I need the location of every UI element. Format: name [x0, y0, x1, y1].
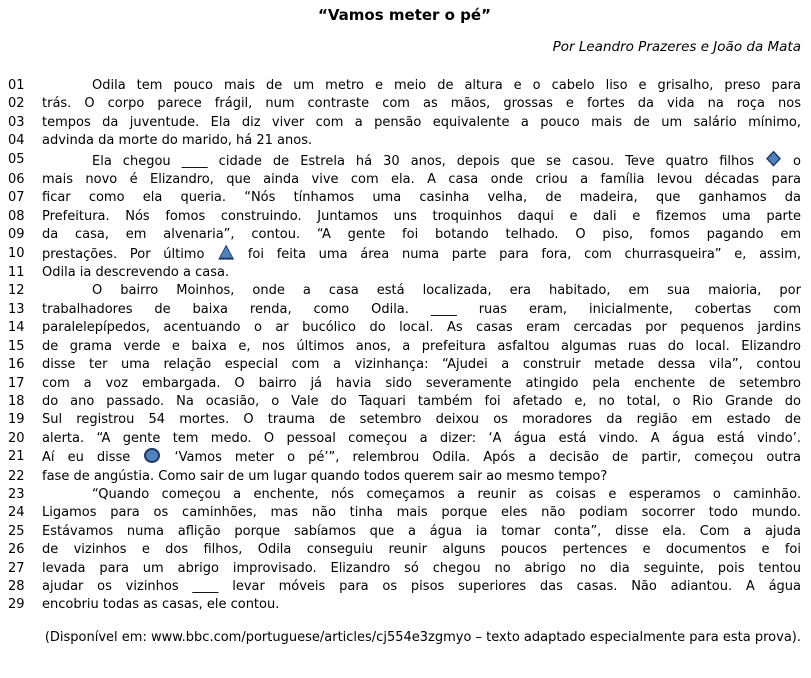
text-line: [8, 596, 801, 614]
text-line: [8, 245, 801, 264]
line-text: advinda da morte do marido, há 21 anos.: [42, 133, 313, 149]
line-text: Prefeitura. Nós fomos construindo. Juntamos uns troquinhos daqui e dali e fizemos uma parte: [42, 208, 801, 224]
article-lines: [8, 77, 801, 615]
line-text: alerta. “A gente tem medo. O pessoal começou a dizer: ‘A água está vindo. A água está vindo’.: [42, 430, 801, 446]
line-number: 22: [8, 468, 25, 484]
line-text: encobriu todas as casas, ele contou.: [42, 597, 280, 613]
text-line: [8, 523, 801, 541]
line-number: 02: [8, 96, 25, 112]
line-number: 03: [8, 114, 25, 130]
line-number: 09: [8, 227, 25, 243]
line-number: 19: [8, 412, 25, 428]
text-line: [8, 77, 801, 95]
line-number: 23: [8, 486, 25, 502]
line-text: trabalhadores de baixa renda, como Odila. ____ ruas eram, inicialmente, cobertas com: [42, 301, 801, 317]
line-number: 29: [8, 597, 25, 613]
text-line: [8, 356, 801, 374]
line-text: O bairro Moinhos, onde a casa está localizada, era habitado, em sua maioria, por: [92, 283, 801, 299]
line-text: prestações. Por último foi feita uma área numa parte para fora, com churrasqueira” e, assim,: [42, 246, 801, 262]
text-line: [8, 560, 801, 578]
line-number: 16: [8, 357, 25, 373]
text-line: [8, 208, 801, 226]
line-text: Aí eu disse ‘Vamos meter o pé’”, relembrou Odila. Após a decisão de partir, começou outra: [42, 450, 801, 466]
line-text: fase de angústia. Como sair de um lugar quando todos querem sair ao mesmo tempo?: [42, 468, 608, 484]
text-line: [8, 448, 801, 467]
line-text: trás. O corpo parece frágil, num contraste com as mãos, grossas e fortes da vida na roça nos: [42, 96, 801, 112]
line-number: 05: [8, 151, 25, 167]
line-number: 18: [8, 393, 25, 409]
line-number: 10: [8, 245, 25, 261]
page-title: “Vamos meter o pé”: [318, 6, 491, 24]
line-text: Odila tem pouco mais de um metro e meio de altura e o cabelo liso e grisalho, preso para: [92, 78, 801, 93]
line-number: 15: [8, 338, 25, 354]
line-number: 08: [8, 208, 25, 224]
line-text: mais novo é Elizandro, que ainda vive com ela. A casa onde criou a família levou décadas para: [42, 172, 801, 188]
line-text: Ligamos para os caminhões, mas não tinha mais porque eles não podiam socorrer todo mundo.: [42, 505, 801, 521]
line-text: disse ter uma relação especial com a vizinhança: “Ajudei a construir metade dessa vila”, contou: [42, 357, 801, 373]
text-line: [8, 338, 801, 356]
line-number: 07: [8, 190, 25, 206]
line-number: 11: [8, 265, 25, 281]
line-text: do ano passado. Na ocasião, o Vale do Taquari também foi afetado e, no total, o Rio Grande do: [42, 393, 801, 409]
text-line: [8, 578, 801, 596]
text-line: [8, 151, 801, 171]
line-text: ajudar os vizinhos ____ levar móveis para os pisos superiores das casas. Não adiantou. A água: [42, 578, 801, 594]
text-line: [8, 171, 801, 189]
text-line: [8, 375, 801, 393]
line-number: 24: [8, 505, 25, 521]
line-number: 20: [8, 430, 25, 446]
line-text: com a voz embargada. O bairro já havia sido severamente atingido pela enchente de setembro: [42, 375, 801, 391]
line-text: Ela chegou ____ cidade de Estrela há 30 anos, depois que se casou. Teve quatro filhos o: [42, 151, 801, 171]
text-line: [8, 468, 801, 486]
line-number: 14: [8, 320, 25, 336]
line-number: 27: [8, 560, 25, 576]
line-text: Odila ia descrevendo a casa.: [42, 265, 230, 281]
line-text: da casa, em alvenaria”, contou. “A gente foi botando telhado. O piso, fomos pagando em: [42, 227, 801, 243]
text-line: [8, 486, 801, 504]
text-line: [8, 226, 801, 244]
circle-icon: [144, 448, 160, 463]
text-line: [8, 282, 801, 300]
source-citation: (Disponível em: www.bbc.com/portuguese/articles/cj554e3zgmyo – texto adaptado especialmente para esta prova).: [44, 629, 801, 645]
line-text: tempos da juventude. Ela diz viver com a pensão equivalente a pouco mais de um salário mínimo,: [42, 114, 801, 130]
text-line: [8, 114, 801, 132]
line-text: levada para um abrigo improvisado. Elizandro só chegou no abrigo no dia seguinte, pois tentou: [42, 560, 801, 576]
text-line: [8, 301, 801, 319]
text-line: [8, 189, 801, 207]
line-number: 06: [8, 172, 25, 188]
line-number: 12: [8, 283, 25, 299]
text-line: [8, 95, 801, 113]
line-text: de grama verde e baixa e, nos últimos anos, a prefeitura asfaltou algumas ruas do local. Elizandro: [42, 338, 801, 354]
line-number: 01: [8, 78, 25, 93]
line-number: 28: [8, 578, 25, 594]
line-text: paralelepípedos, acentuando o ar bucólico do local. As casas eram cercadas por pequenos jardins: [42, 320, 801, 336]
text-line: [8, 541, 801, 559]
text-line: [8, 430, 801, 448]
line-text: Estávamos numa aflição porque sabíamos que a água ia tomar conta”, disse ela. Com a ajuda: [42, 523, 801, 539]
line-number: 17: [8, 375, 25, 391]
line-text: “Quando começou a enchente, nós começamos a reunir as coisas e esperamos o caminhão.: [92, 486, 801, 502]
triangle-icon: [218, 245, 234, 260]
line-number: 21: [8, 449, 25, 465]
text-line: [8, 264, 801, 282]
line-number: 25: [8, 523, 25, 539]
text-line: [8, 504, 801, 522]
line-number: 13: [8, 301, 25, 317]
byline: Por Leandro Prazeres e João da Mata: [552, 39, 801, 55]
text-line: [8, 393, 801, 411]
line-number: 04: [8, 133, 25, 149]
line-text: de vizinhos e dos filhos, Odila conseguiu reunir alguns poucos pertences e documentos e foi: [42, 542, 801, 558]
line-text: Sul registrou 54 mortes. O trauma de setembro deixou os moradores da região em estado de: [42, 412, 801, 428]
line-number: 26: [8, 542, 25, 558]
text-line: [8, 411, 801, 429]
diamond-icon: [766, 151, 781, 167]
text-line: [8, 319, 801, 337]
line-text: ficar como ela queria. “Nós tínhamos uma casinha velha, de madeira, que ganhamos da: [42, 190, 801, 206]
text-line: [8, 132, 801, 150]
